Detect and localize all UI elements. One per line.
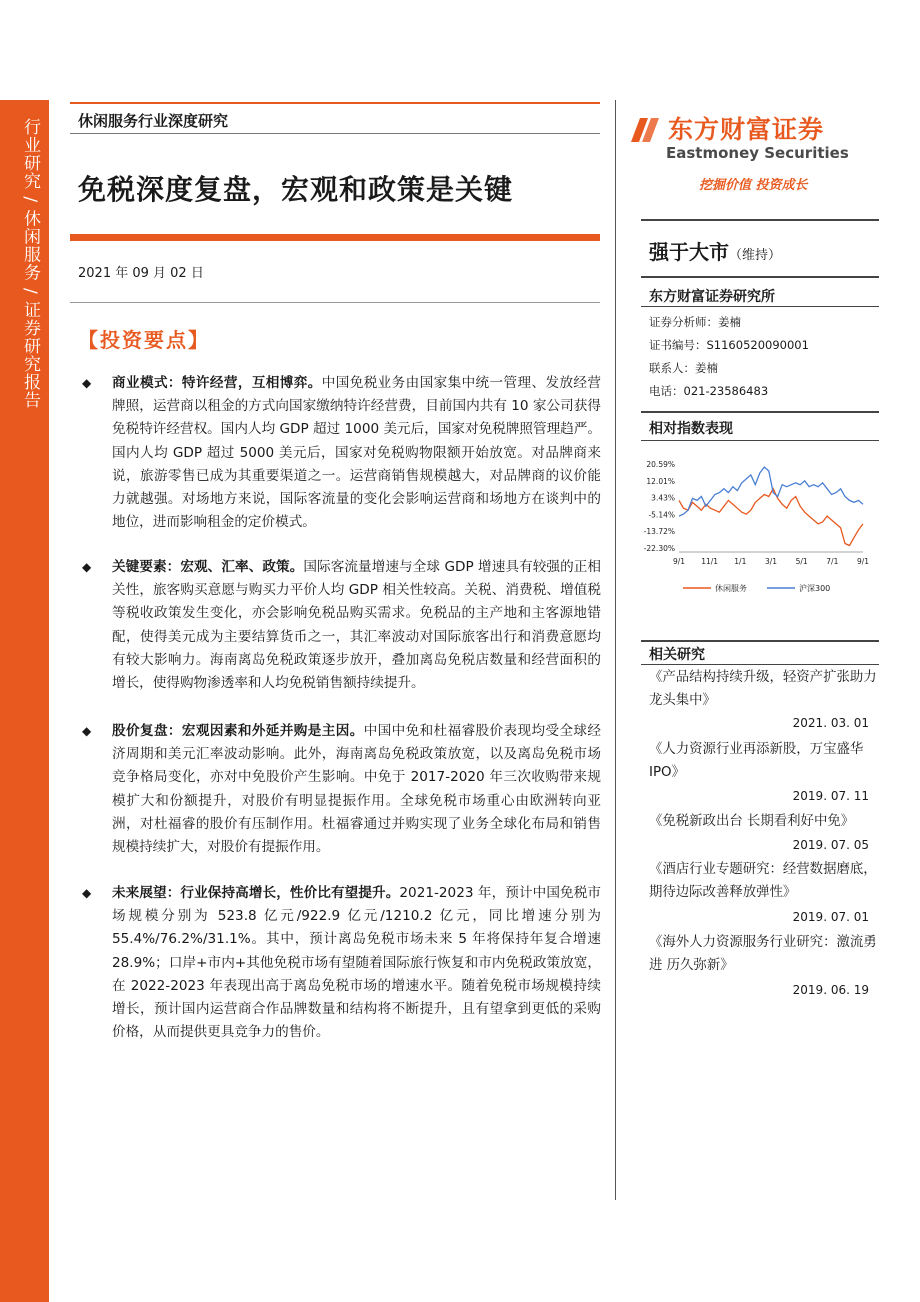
bullet-lead: 商业模式：特许经营，互相博弈。 [112,375,322,391]
x-tick-label: 9/1 [672,557,686,566]
diamond-icon: ◆ [82,886,92,900]
date-rule [70,302,600,303]
title-bar [70,234,600,241]
brand-slogan: 挖掘价值 投资成长 [699,178,808,193]
analyst-name: 证券分析师：姜楠 [649,315,741,329]
brand-name-en: Eastmoney Securities [666,144,849,162]
index-rule [641,411,879,413]
rating-rule [641,219,879,221]
index-sub-rule [641,440,879,441]
institute-name: 东方财富证券研究所 [649,289,775,305]
y-tick-label: -22.30% [643,544,675,553]
diamond-icon: ◆ [82,560,92,574]
bullet-text: 国际客流量增速与全球 GDP 增速具有较强的正相关性，旅客购买意愿与购买力平价人均 GDP 相关性较高。关税、消费税、增值税等税收政策发生变化，亦会影响免税品购买需求。免税品的主产地和主客源地错配，使得美元成为主要结算货币之一，其汇率波动对国际旅客出行和消费意愿均有较大影响力。海南离岛免税政策逐步放开，叠加离岛免税店数量和经营面积的增长，使得购物渗透率和人均免税销售额持续提升。 [112,559,602,692]
section-title: 【投资要点】 [78,328,210,352]
sidebar-label: 行业研究 / 休闲服务 / 证券研究报告 [20,118,40,410]
related-report-title[interactable]: 《产品结构持续升级，轻资产扩张助力龙头集中》 [649,670,877,708]
y-tick-label: -13.72% [643,527,675,537]
bullet-text: 中国免税业务由国家集中统一管理、发放经营牌照，运营商以租金的方式向国家缴纳特许经营费，目前国内共有 10 家公司获得免税特许经营权。国内人均 GDP 超过 1000 美元后，国家对免税牌照管理趋严。国内人均 GDP 超过 5000 美元后，国家对免税购物限额开始放宽。对品牌商来说，旅游零售已成为其重要渠道之一。运营商销售规模越大，对品牌商的议价能力就越强。对场地方来说，国际客流量的变化会影响运营商和场地方在谈判中的地位，进而影响租金的定价模式。 [112,375,602,531]
rating-status: （维持） [729,248,782,263]
diamond-icon: ◆ [82,376,92,390]
x-tick-label: 11/1 [701,557,719,566]
rating [649,236,781,265]
related-section-title: 相关研究 [649,647,705,663]
contact-name: 联系人：姜楠 [649,361,718,375]
sidebar-band [0,100,49,1302]
brand-logo-icon [628,112,662,146]
x-tick-label: 5/1 [795,557,808,566]
bullet-lead: 股价复盘：宏观因素和外延并购是主因。 [112,723,364,739]
bullet-text: 2021-2023 年，预计中国免税市场规模分别为 523.8 亿元/922.9 亿元/1210.2 亿元，同比增速分别为 55.4%/76.2%/31.1%。其中，预计离岛免税市场未来 5 年将保持年复合增速 28.9%；口岸+市内+其他免税市场有望随着国际旅行恢复和市内免税政策放宽，在 2022-2023 年表现出高于离岛免税市场的增速水平。随着免税市场规模持续增长，预计国内运营商合作品牌数量和结构将不断提升，且有望拿到更低的采购价格，从而提供更具竞争力的售价。 [112,885,601,1041]
bullet-paragraph [82,372,602,534]
bullet-paragraph [82,720,602,859]
bullet-lead: 关键要素：宏观、汇率、政策。 [112,559,304,575]
bullet-paragraph [82,882,601,1044]
report-date: 2021 年 09 月 02 日 [78,266,204,281]
header-rule [70,133,600,134]
analyst-cert: 证书编号：S1160520090001 [649,338,809,352]
index-section-title: 相对指数表现 [649,421,733,437]
report-series: 休闲服务行业深度研究 [78,112,229,130]
bullet-lead: 未来展望：行业保持高增长，性价比有望提升。 [112,885,400,901]
related-report-title[interactable]: 《人力资源行业再添新股，万宝盛华 IPO》 [649,742,864,780]
related-report-title[interactable]: 《海外人力资源服务行业研究：激流勇进 历久弥新》 [649,935,877,973]
related-report-date: 2019. 07. 11 [792,789,869,803]
related-sub-rule [641,664,879,665]
y-tick-label: 3.43% [651,493,675,503]
report-title: 免税深度复盘，宏观和政策是关键 [78,173,514,206]
related-report-title[interactable]: 《免税新政出台 长期看利好中免》 [649,814,855,829]
bullet-paragraph [82,556,602,695]
related-report-date: 2019. 06. 19 [792,983,869,997]
related-report-title[interactable]: 《酒店行业专题研究：经营数据磨底，期待边际改善释放弹性》 [649,862,877,900]
rating-label: 强于大市 [649,240,729,264]
relative-index-chart [641,452,879,632]
x-tick-label: 3/1 [764,557,778,566]
brand-name-cn: 东方财富证券 [668,115,825,144]
related-report-date: 2019. 07. 01 [792,910,869,924]
x-tick-label: 7/1 [826,557,839,566]
y-tick-label: 12.01% [646,476,675,486]
legend-label: 休闲服务 [715,584,747,593]
related-report-date: 2019. 07. 05 [792,838,869,852]
legend-label: 沪深300 [799,584,831,593]
column-divider [615,100,616,1200]
related-report-date: 2021. 03. 01 [792,716,869,730]
header-top-rule [70,102,600,104]
x-tick-label: 9/1 [856,557,870,566]
x-tick-label: 1/1 [734,557,747,566]
diamond-icon: ◆ [82,724,92,738]
contact-phone: 电话：021-23586483 [649,384,769,398]
bullet-text: 中国中免和杜福睿股价表现均受全球经济周期和美元汇率波动影响。此外，海南离岛免税政策放宽，以及离岛免税市场竞争格局变化，亦对中免股价产生影响。中免于 2017-2020 年三次收购带来规模扩大和份额提升，对股价有明显提振作用。全球免税市场重心由欧洲转向亚洲，对杜福睿的股价有压制作用。杜福睿通过并购实现了业务全球化布局和销售规模持续扩大，对股价有提振作用。 [112,723,602,856]
y-tick-label: -5.14% [648,510,675,520]
related-rule [641,640,879,642]
institute-rule [641,276,879,278]
institute-sub-rule [641,306,879,307]
y-tick-label: 20.59% [646,460,675,469]
series-line-leisure [679,489,863,546]
